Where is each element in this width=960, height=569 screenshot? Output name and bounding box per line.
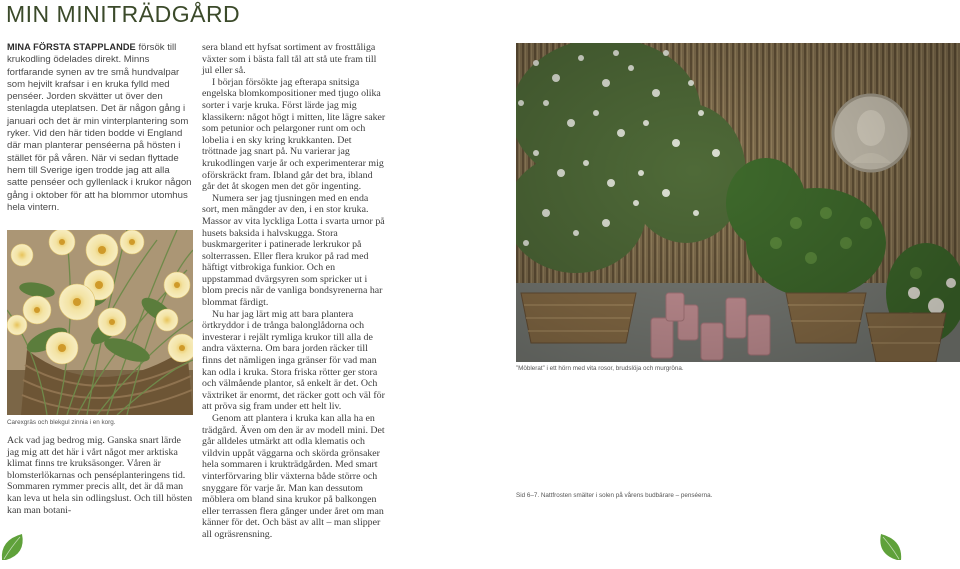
leaf-icon xyxy=(0,532,26,562)
middle-paragraph-3: Numera ser jag tjusningen med en enda sort, men mängder av den, i en stor kruka. Massor av vita lyckliga Lotta i svarta urnor på husets baksida i halvskugga. Stora buskmargeriter i patinerade lerkrukor på solterrassen. Eller flera krukor på rad med häftigt vitbrokiga funkior. Och en uppstammad dvärgsyren som spricker ut i blom precis när de vanliga bondsyrenerna har blommat färdigt. xyxy=(202,192,385,309)
page-number-left-text: 4 xyxy=(36,540,42,550)
intro-lead-in: MINA FÖRSTA STAPPLANDE xyxy=(7,42,136,52)
middle-paragraph-4: Nu har jag lärt mig att bara plantera örtkryddor i de trånga balonglådorna och investerar i rejält rymliga krukor till alla de andra växterna. Om bara jorden räcker till finns det nämligen inga gränser för vad man kan odla i kruka. Stora friska rötter ger stora och välmående plantor, så enkelt är det. Och växtriket är enormt, det räcker gott och väl för att pröva sig fram under ett helt liv. xyxy=(202,308,385,413)
zinnia-photo-caption: Carexgräs och blekgul zinnia i en korg. xyxy=(7,419,116,426)
garden-corner-photo xyxy=(516,43,960,362)
previous-spread-caption: Sid 6–7. Nattfrosten smälter i solen på vårens budbärare – penséerna. xyxy=(516,492,713,499)
page-number-right-text: 5 xyxy=(913,540,919,550)
intro-body: försök till krukodling ödelades direkt. Minns fortfarande synen av tre små hundvalpar som hejvilt krafsar i en kruka fylld med penséer. Jorden skvätter ut över den stenlagda uteplatsen. Det är någon gång i januari och det är min vinterplantering som ryker. Vid den här tiden bodde vi England där man planterar penséerna på hösten i stället för på våren. När vi sedan flyttade hem till Sverige igen trodde jag att alla satte penséer och gyllenlack i krukor någon gång i oktober för att ha blommor utomhus hela vintern. xyxy=(7,42,192,213)
bottom-left-paragraph: Ack vad jag bedrog mig. Ganska snart lärde jag mig att det här i vårt något mer arktiska klimat finns tre kruksäsonger. Våren är blomsterlökarnas och penséplanteringens tid. Sommaren rymmer precis allt, det är då man kan leva ut hela sin odlingslust. Och till hösten kan man botani- xyxy=(7,435,193,516)
page-number-left xyxy=(0,532,42,562)
page-title: MIN MINITRÄDGÅRD xyxy=(6,1,241,27)
bottom-left-text xyxy=(7,435,193,516)
middle-paragraph-1: sera bland ett hyfsat sortiment av frosttåliga växter som i bästa fall tål att stå ute fram till jul eller så. xyxy=(202,42,377,77)
left-intro-column xyxy=(7,41,193,214)
garden-photo-caption: ”Möblerat” i ett hörn med vita rosor, brudslöja och murgröna. xyxy=(516,365,684,372)
intro-paragraph xyxy=(7,41,193,214)
page-number-right xyxy=(877,532,919,562)
zinnia-basket-photo xyxy=(7,230,193,415)
middle-paragraph-5: Genom att plantera i kruka kan alla ha en trädgård. Även om den är av modell mini. Det går alldeles utmärkt att odla klematis och vildvin uppåt väggarna och skörda grönsaker hela sommaren i krukträdgården. Med smart vinterförvaring blir växterna både större och snyggare för varje år. Man kan dessutom möblera om bland sina krukor på balkongen eller terrassen flera gånger under året om man känner för det. Och bäst av allt – man slipper all ogräsrensning. xyxy=(202,413,385,540)
middle-paragraph-2: I början försökte jag efterapa snitsiga engelska blomkompositioner med tjugo olika sorter i varje kruka. Först lärde jag mig klassikern: något högt i mitten, lite lägre saker som petunior och pelargoner runt om och lobelia i en sky kring krukkanten. Det tröttnade jag snart på. Nu varierar jag krukodlingen varje år och experimenterar mig oförskräckt fram. Ibland går det bra, ibland går det åt skogen men det gör ingenting. xyxy=(202,76,386,193)
zinnia-basket-illustration xyxy=(7,230,193,415)
middle-text-column xyxy=(202,42,386,541)
leaf-icon xyxy=(877,532,903,562)
garden-corner-illustration xyxy=(516,43,960,362)
